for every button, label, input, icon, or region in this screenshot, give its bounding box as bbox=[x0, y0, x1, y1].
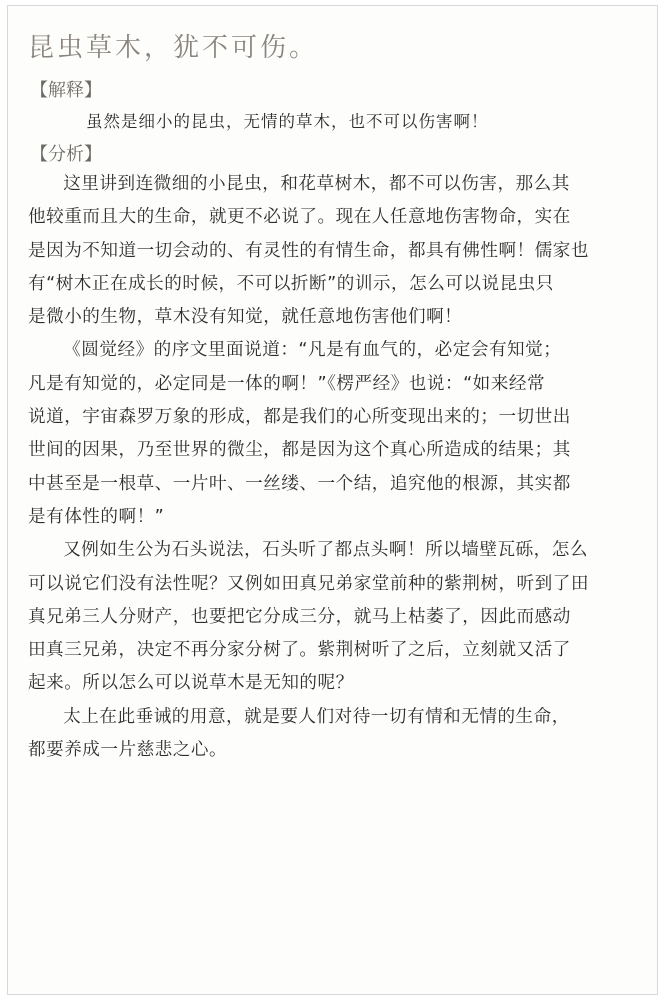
paragraph-line: 中甚至是一根草、一片叶、一丝缕、一个结，追究他的根源，其实都 bbox=[28, 473, 571, 494]
analysis-paragraph-2 bbox=[28, 334, 640, 534]
analysis-paragraph-1 bbox=[28, 168, 640, 334]
paragraph-line: 他较重而且大的生命，就更不必说了。现在人任意地伤害物命，实在 bbox=[28, 207, 571, 228]
paragraph-line: 是微小的生物，草木没有知觉，就任意地伤害他们啊！ bbox=[28, 307, 463, 328]
paragraph-line: 有“树木正在成长的时候，不可以折断”的训示，怎么可以说昆虫只 bbox=[28, 273, 554, 294]
paragraph-line: 又例如生公为石头说法，石头听了都点头啊！所以墙壁瓦砾，怎么 bbox=[63, 540, 588, 561]
document-body bbox=[28, 28, 640, 767]
paragraph-line: 这里讲到连微细的小昆虫，和花草树木，都不可以伤害，那么其 bbox=[63, 174, 570, 194]
paragraph-line: 太上在此垂诫的用意，就是要人们对待一切有情和无情的生命， bbox=[63, 706, 570, 727]
paragraph-line: 可以说它们没有法性呢？又例如田真兄弟家堂前种的紫荆树，听到了田 bbox=[28, 573, 589, 594]
page-title: 昆虫草木，犹不可伤。 bbox=[28, 33, 319, 63]
paragraph-line: 是因为不知道一切会动的、有灵性的有情生命，都具有佛性啊！儒家也 bbox=[28, 240, 589, 261]
paragraph-line: 凡是有知觉的，必定同是一体的啊！”《楞严经》也说：“如来经常 bbox=[28, 373, 546, 394]
analysis-label: 【分析】 bbox=[30, 144, 102, 165]
paragraph-line: 世间的因果，乃至世界的微尘，都是因为这个真心所造成的结果；其 bbox=[28, 440, 571, 461]
paragraph-line: 都要养成一片慈悲之心。 bbox=[28, 740, 228, 761]
analysis-paragraph-3 bbox=[28, 534, 640, 700]
explanation-label: 【解释】 bbox=[30, 80, 102, 101]
analysis-paragraph-4 bbox=[28, 701, 640, 768]
paragraph-line: 《圆觉经》的序文里面说道：“凡是有血气的，必定会有知觉； bbox=[63, 340, 562, 361]
paragraph-line: 起来。所以怎么可以说草木是无知的呢？ bbox=[28, 673, 354, 694]
explanation-text: 虽然是细小的昆虫，无情的草木，也不可以伤害啊！ bbox=[86, 112, 489, 131]
paragraph-line: 真兄弟三人分财产，也要把它分成三分，就马上枯萎了，因此而感动 bbox=[28, 606, 571, 627]
paragraph-line: 说道，宇宙森罗万象的形成，都是我们的心所变现出来的；一切世出 bbox=[28, 407, 571, 428]
paragraph-line: 是有体性的啊！” bbox=[28, 506, 165, 527]
paragraph-line: 田真三兄弟，决定不再分家分树了。紫荆树听了之后，立刻就又活了 bbox=[28, 640, 571, 661]
